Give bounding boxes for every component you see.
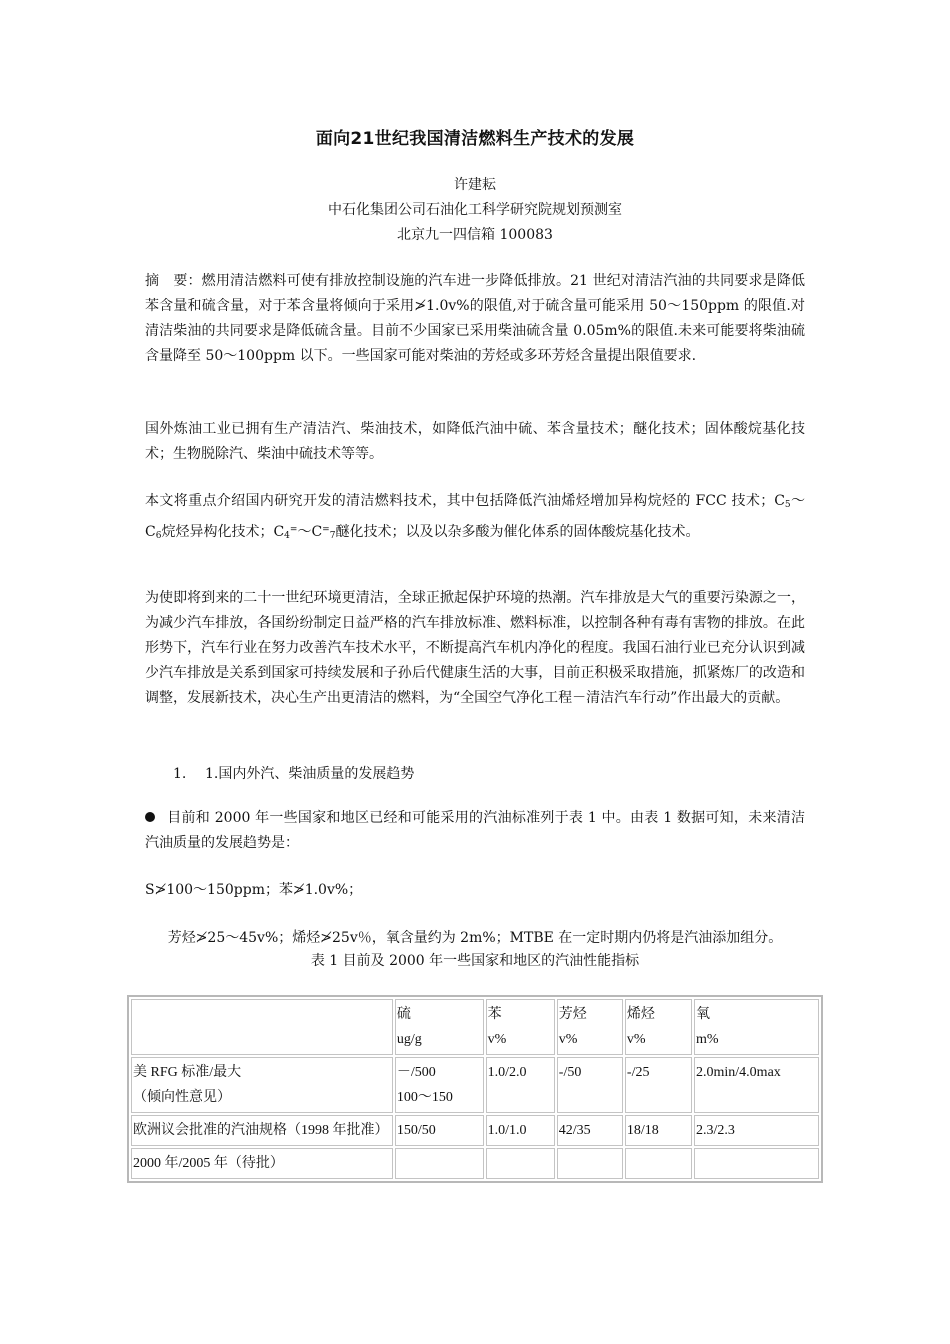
bullet-icon: [145, 812, 155, 822]
table-cell: [625, 1115, 692, 1146]
table-header-cell: [694, 999, 819, 1055]
table-header-row: [131, 999, 819, 1055]
abstract-paragraph: 摘 要：燃用清洁燃料可使有排放控制设施的汽车进一步降低排放。21 世纪对清洁汽油的共同要求是降低苯含量和硫含量，对于苯含量将倾向于采用≯1.0v%的限值,对于硫含量可能采用 50～150ppm 的限值.对清洁柴油的共同要求是降低硫含量。目前不少国家已采用柴油硫含量 0.05m%的限值.未来可能要将柴油硫含量降至 50～100ppm 以下。一些国家可能对柴油的芳烃或多环芳烃含量提出限值要求.: [145, 273, 805, 364]
table-cell: [625, 1148, 692, 1179]
table-header-cell: [131, 999, 393, 1055]
header-text: v%: [487, 1032, 507, 1047]
cell-text: [559, 1151, 621, 1176]
table-header-cell: [486, 999, 555, 1055]
header-text: m%: [696, 1032, 719, 1047]
trend-line-2: 芳烃≯25～45v%；烯烃≯25v％，氧含量约为 2m%；MTBE 在一定时期内仍将是汽油添加组分。: [167, 930, 783, 946]
cell-text: 1.0/2.0: [487, 1065, 527, 1080]
header-text: v%: [626, 1032, 646, 1047]
header-text: ug/g: [396, 1032, 422, 1047]
cell-text: 2.3/2.3: [696, 1123, 735, 1138]
table-cell: [486, 1115, 555, 1146]
cell-text: [627, 1151, 690, 1176]
table-caption: 表 1 目前及 2000 年一些国家和地区的汽油性能指标: [310, 953, 640, 969]
environment-paragraph: 为使即将到来的二十一世纪环境更清洁，全球正掀起保护环境的热潮。汽车排放是大气的重要污染源之一，为减少汽车排放，各国纷纷制定日益严格的汽车排放标准、燃料标准，以控制各种有毒有害物的排放。在此形势下，汽车行业在努力改善汽车技术水平，不断提高汽车机内净化的程度。我国石油行业已充分认识到减少汽车排放是关系到国家可持续发展和子孙后代健康生活的大事，目前正积极采取措施，抓紧炼厂的改造和调整，发展新技术，决心生产出更清洁的燃料，为“全国空气净化工程－清洁汽车行动”作出最大的贡献。: [145, 590, 805, 706]
trend-line-1: S≯100～150ppm；苯≯1.0v%；: [145, 882, 363, 898]
section-heading-1: [173, 762, 414, 787]
cell-text: -/50: [558, 1065, 582, 1080]
bullet-paragraph: 目前和 2000 年一些国家和地区已经和可能采用的汽油标准列于表 1 中。由表 1 数据可知，未来清洁汽油质量的发展趋势是：: [145, 810, 805, 851]
table-cell: [694, 1115, 819, 1146]
table-cell: [395, 1148, 484, 1179]
table-cell: [486, 1057, 555, 1113]
table-row: [131, 1057, 819, 1113]
cell-text: 美 RFG 标准/最大: [133, 1065, 242, 1080]
table-cell: [395, 1115, 484, 1146]
author-affiliation: 中石化集团公司石油化工科学研究院规划预测室: [328, 202, 622, 218]
header-text: 烯烃: [626, 1007, 655, 1022]
cell-text: （倾向性意见）: [133, 1090, 231, 1105]
paper-title: 面向21世纪我国清洁燃料生产技术的发展: [315, 129, 635, 149]
header-text: [133, 1027, 391, 1052]
cell-text: 42/35: [558, 1123, 591, 1138]
header-text: 氧: [696, 1007, 711, 1022]
cell-text: 2000 年/2005 年（待批）: [133, 1156, 284, 1171]
header-text: 芳烃: [558, 1007, 587, 1022]
focus-paragraph: 本文将重点介绍国内研究开发的清洁燃料技术，其中包括降低汽油烯烃增加异构烷烃的 FCC 技术；$C_5\sim C_6$烷烃异构化技术；$C_4^=\sim C^=_7$醚化技术；以及以杂多酸为催化体系的固体酸烷基化技术。: [145, 493, 806, 541]
table-cell: [557, 1148, 623, 1179]
header-text: 硫: [396, 1007, 411, 1022]
table-cell: [131, 1057, 393, 1113]
table-header-cell: [557, 999, 623, 1055]
cell-text: [488, 1151, 553, 1176]
cell-text: 18/18: [626, 1123, 659, 1138]
header-text: 苯: [487, 1007, 502, 1022]
cell-text: －/500: [396, 1065, 436, 1080]
cell-text: 150/50: [396, 1123, 436, 1138]
cell-text: [696, 1151, 817, 1176]
cell-text: 欧洲议会批准的汽油规格（1998 年批准）: [133, 1123, 389, 1138]
header-text: v%: [558, 1032, 578, 1047]
section-title: 1.国内外汽、柴油质量的发展趋势: [205, 766, 415, 782]
author-address: 北京九一四信箱 100083: [397, 227, 553, 243]
table-cell: [694, 1148, 819, 1179]
cell-text: [397, 1151, 482, 1176]
table-cell: [131, 1148, 393, 1179]
table-cell: [395, 1057, 484, 1113]
gasoline-spec-table: [127, 995, 823, 1183]
foreign-tech-paragraph: 国外炼油工业已拥有生产清洁汽、柴油技术，如降低汽油中硫、苯含量技术；醚化技术；固体酸烷基化技术；生物脱除汽、柴油中硫技术等等。: [145, 421, 805, 462]
table-header-cell: [625, 999, 692, 1055]
table-cell: [557, 1115, 623, 1146]
table-cell: [131, 1115, 393, 1146]
table-header-cell: [395, 999, 484, 1055]
table-cell: [694, 1057, 819, 1113]
table-cell: [625, 1057, 692, 1113]
cell-text: 1.0/1.0: [487, 1123, 527, 1138]
cell-text: -/25: [626, 1065, 650, 1080]
table-row: [131, 1115, 819, 1146]
table-cell: [486, 1148, 555, 1179]
section-number: 1.: [173, 766, 187, 782]
author-name: 许建耘: [454, 177, 496, 193]
table-cell: [557, 1057, 623, 1113]
cell-text: 100～150: [396, 1090, 453, 1105]
table-row: [131, 1148, 819, 1179]
header-text: [133, 1002, 391, 1027]
cell-text: 2.0min/4.0max: [696, 1065, 781, 1080]
